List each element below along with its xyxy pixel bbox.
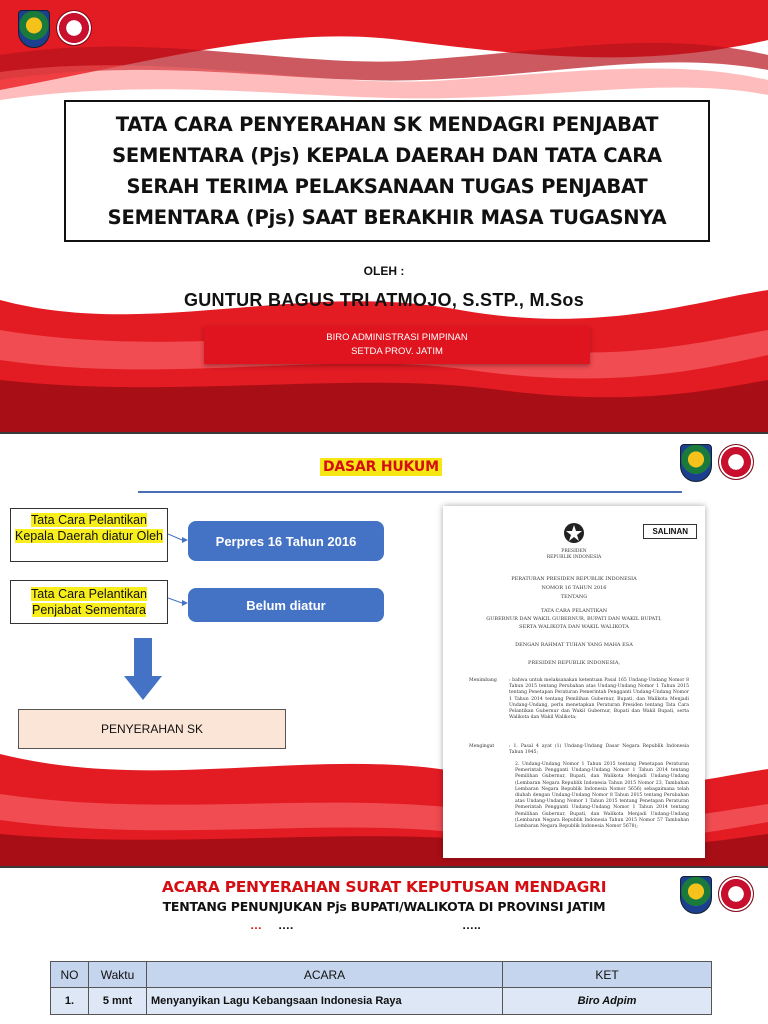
dots-1: …. (278, 918, 294, 932)
doc-rahmat: DENGAN RAHMAT TUHAN YANG MAHA ESA (515, 642, 633, 648)
agenda-table (50, 961, 712, 1015)
cell-no: 1. (51, 988, 89, 1015)
perpres-box (188, 521, 384, 561)
cell-waktu: 5 mnt (89, 988, 147, 1015)
garuda-emblem-icon (563, 522, 585, 544)
table-header-row (51, 962, 712, 988)
penjabat-sementara-box (10, 580, 168, 624)
dots-red: … (250, 918, 262, 932)
title-slide (0, 0, 768, 432)
down-arrow-icon (124, 638, 162, 700)
jatim-emblem-logo (680, 444, 712, 482)
dasar-hukum-slide (0, 434, 768, 866)
slide-title: TATA CARA PENYERAHAN SK MENDAGRI PENJABAT SEMENTARA (Pjs) KEPALA DAERAH DAN TATA CARA SERAH TERIMA PELAKSANAAN TUGAS PENJABAT SEMENTARA (Pjs) SAAT BERAKHIR MASA TUGASNYA (107, 113, 667, 229)
penyerahan-sk-label: PENYERAHAN SK (100, 722, 204, 736)
connector-arrow-1 (168, 532, 190, 544)
doc-presiden-ri: PRESIDEN REPUBLIK INDONESIA, (527, 660, 621, 666)
header-logos (680, 444, 754, 482)
author-name: GUNTUR BAGUS TRI ATMOJO, S.STP., M.Sos (183, 290, 585, 310)
belum-diatur-label: Belum diatur (246, 597, 326, 613)
doc-mengingat-2: 2. Undang-Undang Nomor 1 Tahun 2015 tentang Penetapan Peraturan Pemerintah Pengganti Undang-Undang Nomor 1 Tahun 2014 tentang Pemilihan Gubernur, Bupati, dan Walikota Menjadi Undang-Undang (Lembaran Negara Republik Indonesia Tahun 2015 Nomor 23, Tambahan Lembaran Negara Republik Indonesia Nomor 5656) sebagaimana telah diubah dengan Undang-Undang Nomor 8 Tahun 2015 tentang Perubahan atas Undang-Undang Nomor 1 Tahun 2015 tentang Penetapan Peraturan Pemerintah Pengganti Undang-Undang Nomor 1 Tahun 2014 tentang Pemilihan Gubernur, Bupati, dan Walikota Menjadi Undang-Undang (Lembaran Negara Republik Indonesia Tahun 2015 Nomor 57 Tambahan Lembaran Negara Republik Indonesia Nomor 5678); (515, 762, 689, 830)
doc-menimbang-text: : bahwa untuk melaksanakan ketentuan Pasal 165 Undang-Undang Nomor 8 Tahun 2015 tentang Perubahan atas Undang-Undang Nomor 1 Tahun 2015 tentang Penetapan Peraturan Pemerintah Pengganti Undang-Undang Nomor 1 Tahun 2014 tentang Pemilihan Gubernur, Bupati, dan Walikota Menjadi Undang-Undang, perlu menetapkan Peraturan Presiden tentang Tata Cara Pelantikan Gubernur dan Wakil Gubernur, Bupati dan Wakil Bupati, serta Walikota dan Wakil Walikota; (509, 678, 689, 721)
perpres-label: Perpres 16 Tahun 2016 (215, 533, 357, 549)
header-ket: KET (503, 962, 712, 988)
acara-slide (0, 868, 768, 1024)
perpres-document-image (443, 506, 705, 858)
round-seal-logo (56, 10, 92, 46)
doc-nomor: NOMOR 16 TAHUN 2016 (541, 585, 607, 591)
header-logos (18, 10, 92, 48)
doc-presiden: PRESIDEN (561, 549, 587, 554)
doc-republik: REPUBLIK INDONESIA (546, 555, 602, 560)
top-red-wave (0, 0, 768, 110)
doc-mengingat-1: : 1. Pasal 4 ayat (1) Undang-Undang Dasar Negara Republik Indonesia Tahun 1945; (509, 744, 689, 756)
doc-subject-2: SERTA WALIKOTA DAN WAKIL WALIKOTA (519, 624, 629, 630)
salinan-stamp: SALINAN (643, 524, 697, 539)
doc-tata-cara: TATA CARA PELANTIKAN (540, 608, 608, 614)
header-waktu: Waktu (89, 962, 147, 988)
round-seal-logo (718, 444, 754, 480)
doc-peraturan: PERATURAN PRESIDEN REPUBLIK INDONESIA (511, 576, 637, 582)
acara-subtitle: TENTANG PENUNJUKAN Pjs BUPATI/WALIKOTA DI PROVINSI JATIM (162, 899, 606, 914)
biro-banner (204, 326, 590, 364)
header-acara: ACARA (147, 962, 503, 988)
kepala-daerah-text: Tata Cara Pelantikan Kepala Daerah diatur Oleh (14, 513, 163, 543)
section-heading: DASAR HUKUM (320, 458, 442, 476)
header-no: NO (51, 962, 89, 988)
biro-line-1: BIRO ADMINISTRASI PIMPINAN (326, 332, 468, 343)
connector-arrow-2 (168, 596, 190, 608)
doc-menimbang-label: Menimbang (469, 678, 497, 683)
doc-mengingat-label: Mengingat (469, 744, 495, 749)
acara-title: ACARA PENYERAHAN SURAT KEPUTUSAN MENDAGRI (161, 878, 607, 896)
doc-tentang: TENTANG (560, 594, 588, 600)
dots-2: ….. (462, 918, 481, 932)
cell-acara: Menyanyikan Lagu Kebangsaan Indonesia Raya (147, 988, 503, 1015)
penjabat-sementara-text: Tata Cara Pelantikan Penjabat Sementara (30, 587, 148, 617)
title-box (64, 100, 710, 242)
table-row (51, 988, 712, 1015)
heading-underline (138, 491, 682, 493)
cell-ket: Biro Adpim (503, 988, 712, 1015)
jatim-emblem-logo (18, 10, 50, 48)
oleh-label: OLEH : (363, 264, 405, 278)
biro-line-2: SETDA PROV. JATIM (351, 346, 443, 357)
kepala-daerah-box (10, 508, 168, 562)
doc-subject-1: GUBERNUR DAN WAKIL GUBERNUR, BUPATI DAN WAKIL BUPATI, (486, 616, 662, 622)
penyerahan-sk-box (18, 709, 286, 749)
belum-diatur-box (188, 588, 384, 622)
